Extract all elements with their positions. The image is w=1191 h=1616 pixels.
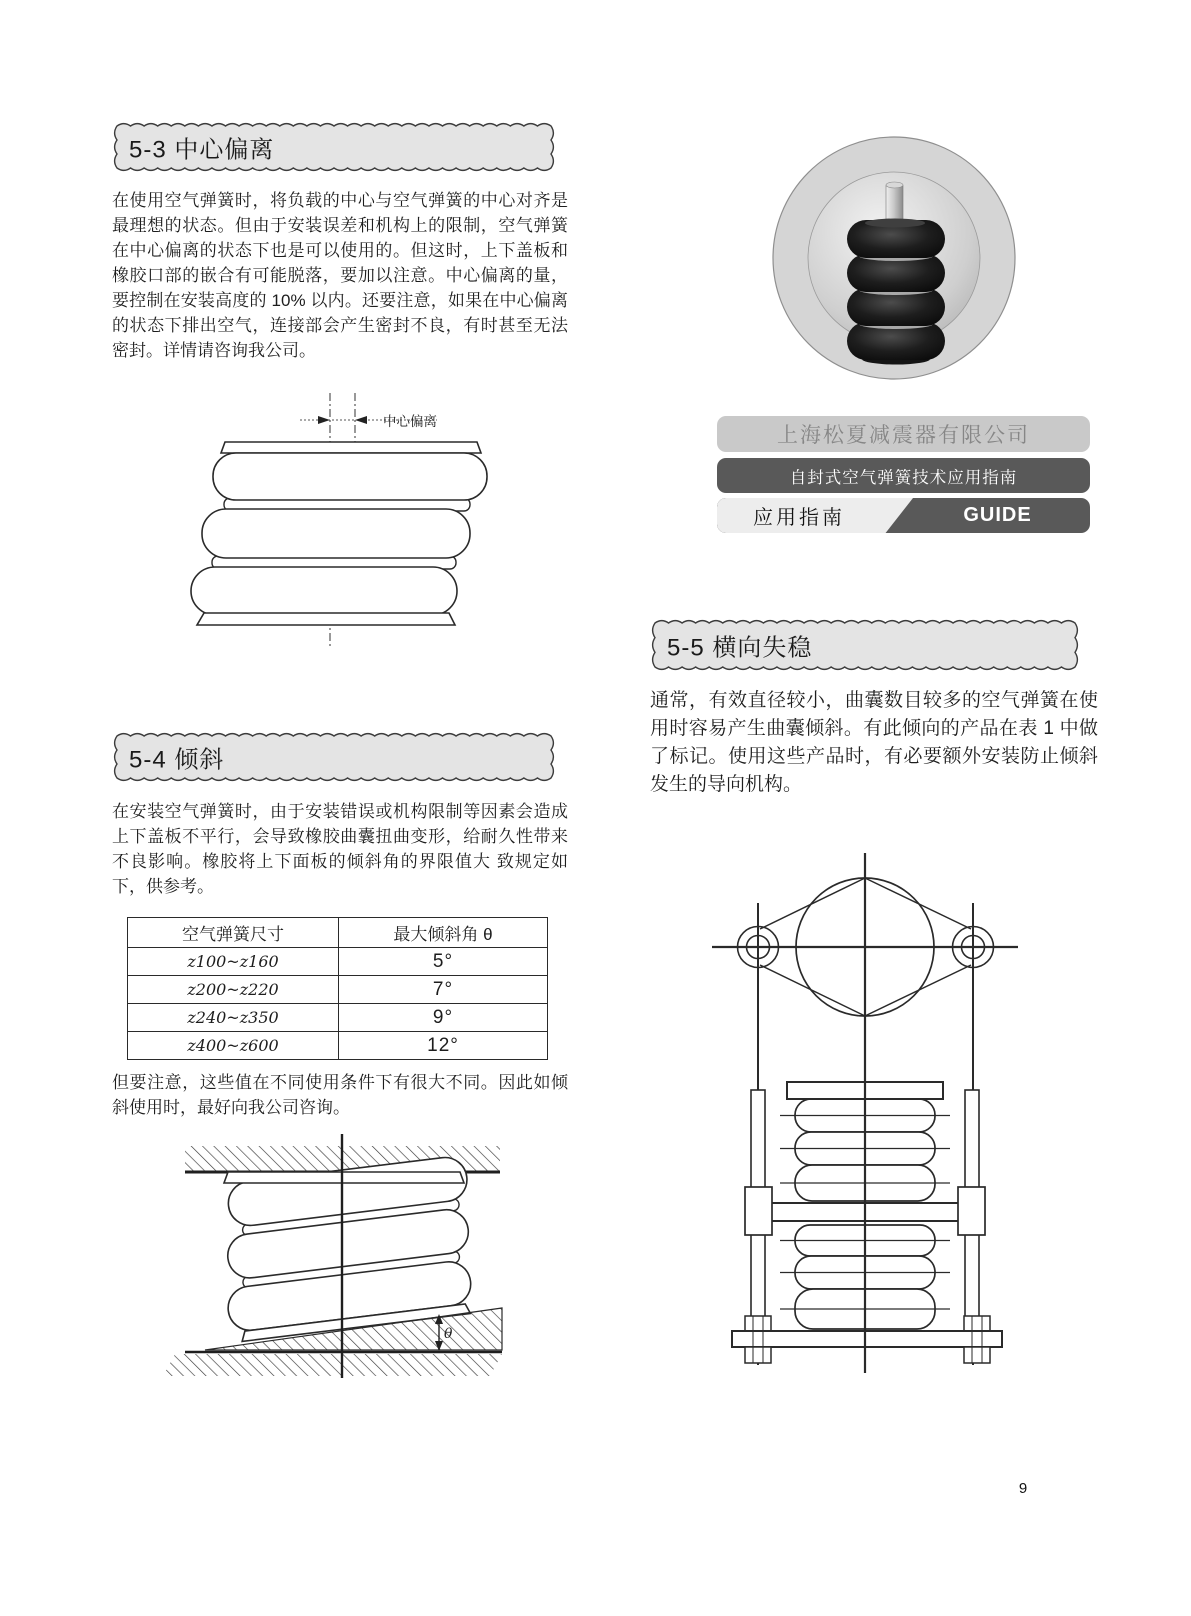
subtitle-banner	[717, 458, 1090, 493]
ground-hatch	[163, 1354, 502, 1376]
section-5-4-paragraph: 在安装空气弹簧时，由于安装错误或机构限制等因素会造成上下盖板不平行，会导致橡胶曲囊扭曲变形，给耐久性带来不良影响。橡胶将上下面板的倾斜角的界限值大 致规定如下，供参考。	[112, 802, 568, 896]
guide-banner	[717, 498, 1090, 533]
angle-label: θ	[444, 1326, 453, 1342]
page-number: 9	[1018, 1480, 1028, 1497]
top-plate	[224, 1172, 464, 1183]
col-header-angle: 最大倾斜角 θ	[339, 918, 548, 948]
nut	[745, 1316, 771, 1331]
top-bead	[865, 219, 925, 228]
center-offset-figure	[150, 385, 550, 660]
convolution	[213, 453, 487, 500]
tilt-figure	[130, 1108, 550, 1388]
table-header-row	[128, 918, 548, 948]
tilt-angle-table	[127, 917, 548, 1060]
tangent-line	[866, 965, 971, 1016]
section-title-5-3: 5-3 中心偏离	[129, 136, 275, 164]
section-title-5-4: 5-4 倾斜	[129, 746, 225, 774]
guide-label-en: GUIDE	[963, 504, 1032, 526]
company-name: 上海松夏减震器有限公司	[777, 424, 1030, 447]
nut	[745, 1347, 771, 1363]
table-row	[128, 1032, 548, 1060]
section-header-5-4	[112, 731, 556, 783]
size-range: z100~z160	[128, 948, 339, 976]
rod-clamp-left	[745, 1187, 772, 1235]
guide-subtitle: 自封式空气弹簧技术应用指南	[789, 468, 1018, 487]
bottom-plate	[732, 1331, 1002, 1347]
section-header-5-3	[112, 121, 556, 173]
convolution	[191, 567, 457, 615]
arrowhead-left	[355, 416, 367, 424]
figure-label: 中心偏离	[383, 414, 437, 430]
top-plate	[221, 442, 481, 453]
product-photo	[764, 128, 1024, 388]
max-angle: 9°	[339, 1004, 548, 1032]
max-angle: 5°	[339, 948, 548, 976]
nut	[964, 1316, 990, 1331]
max-angle: 12°	[339, 1032, 548, 1060]
table-row	[128, 948, 548, 976]
company-banner	[717, 416, 1090, 452]
guide-label-cn: 应用指南	[753, 507, 845, 529]
bottom-plate	[197, 613, 455, 625]
tangent-line	[760, 965, 864, 1016]
stem	[886, 184, 903, 224]
section-header-5-5	[650, 618, 1080, 672]
section-5-4-note: 但要注意，这些值在不同使用条件下有很大不同。因此如倾斜使用时，最好向我公司咨询。	[112, 1073, 568, 1117]
tangent-line	[760, 879, 864, 930]
arrowhead-right	[318, 416, 330, 424]
col-header-size: 空气弹簧尺寸	[128, 918, 339, 948]
size-range: z400~z600	[128, 1032, 339, 1060]
stem-top	[886, 182, 903, 188]
section-5-5-paragraph: 通常，有效直径较小，曲囊数目较多的空气弹簧在使用时容易产生曲囊倾斜。有此倾向的产品在表 1 中做了标记。使用这些产品时，有必要额外安装防止倾斜发生的导向机构。	[650, 690, 1098, 795]
table-row	[128, 976, 548, 1004]
table-row	[128, 1004, 548, 1032]
nut	[964, 1347, 990, 1363]
guide-mechanism-figure	[650, 835, 1090, 1390]
size-range: z240~z350	[128, 1004, 339, 1032]
size-range: z200~z220	[128, 976, 339, 1004]
max-angle: 7°	[339, 976, 548, 1004]
convolution	[202, 509, 470, 558]
section-title-5-5: 5-5 横向失稳	[667, 634, 813, 662]
section-5-3-paragraph: 在使用空气弹簧时，将负载的中心与空气弹簧的中心对齐是最理想的状态。但由于安装误差和机构上的限制，空气弹簧在中心偏离的状态下也是可以使用的。但这时，上下盖板和橡胶口部的嵌合有可能脱落，要加以注意。中心偏离的量，要控制在安装高度的 10% 以内。还要注意，如果在中心偏离的状态下排出空气，连接部会产生密封不良，有时甚至无法密封。详情请咨询我公司。	[112, 191, 568, 360]
tangent-line	[866, 879, 971, 930]
rod-clamp-right	[958, 1187, 985, 1235]
